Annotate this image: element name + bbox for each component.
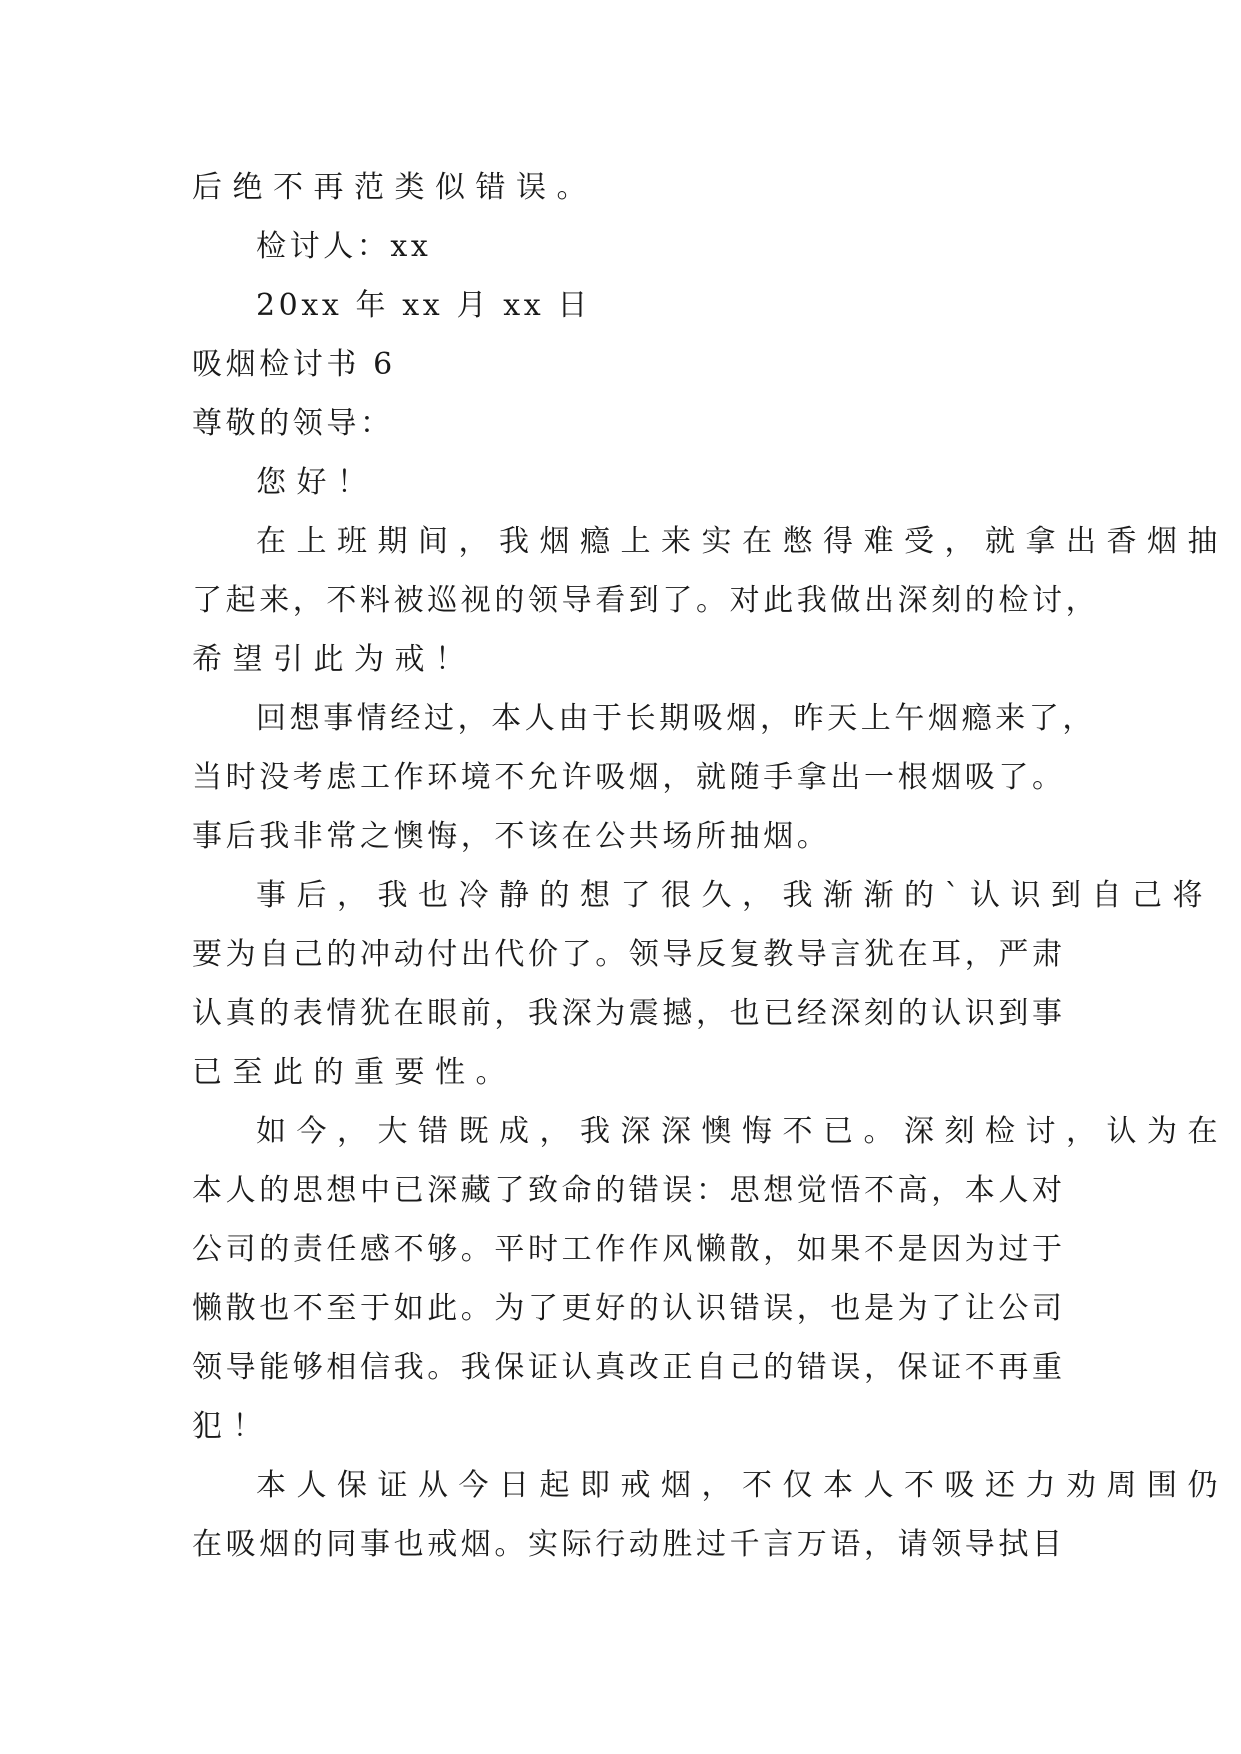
- text-line: 事后我非常之懊悔，不该在公共场所抽烟。: [192, 819, 831, 854]
- text-line: 在上班期间，我烟瘾上来实在憋得难受，就拿出香烟抽: [256, 524, 1228, 559]
- text-line: 希望引此为戒！: [192, 642, 476, 677]
- text-line: 后绝不再范类似错误。: [192, 170, 597, 205]
- salutation: 尊敬的领导：: [192, 406, 394, 441]
- text-line: 公司的责任感不够。平时工作作风懒散，如果不是因为过于: [192, 1232, 1066, 1267]
- text-line: 领导能够相信我。我保证认真改正自己的错误，保证不再重: [192, 1350, 1066, 1385]
- text-line: 当时没考虑工作环境不允许吸烟，就随手拿出一根烟吸了。: [192, 760, 1066, 795]
- text-line: 回想事情经过，本人由于长期吸烟，昨天上午烟瘾来了，: [256, 701, 1096, 736]
- text-line: 懒散也不至于如此。为了更好的认识错误，也是为了让公司: [192, 1291, 1066, 1326]
- text-line: 如今，大错既成，我深深懊悔不已。深刻检讨，认为在: [256, 1114, 1228, 1149]
- date-line: 20xx 年 xx 月 xx 日: [256, 288, 591, 323]
- text-line: 要为自己的冲动付出代价了。领导反复教导言犹在耳，严肃: [192, 937, 1066, 972]
- text-line: 在吸烟的同事也戒烟。实际行动胜过千言万语，请领导拭目: [192, 1527, 1066, 1562]
- text-line: 犯！: [192, 1409, 273, 1444]
- text-line: 本人保证从今日起即戒烟，不仅本人不吸还力劝周围仍: [256, 1468, 1228, 1503]
- text-line: 本人的思想中已深藏了致命的错误：思想觉悟不高，本人对: [192, 1173, 1066, 1208]
- signer-line: 检讨人：xx: [256, 229, 432, 264]
- section-title: 吸烟检讨书 6: [192, 347, 396, 382]
- text-line: 事后，我也冷静的想了很久，我渐渐的`认识到自己将: [256, 878, 1213, 913]
- text-line: 认真的表情犹在眼前，我深为震撼，也已经深刻的认识到事: [192, 996, 1066, 1031]
- text-line: 已至此的重要性。: [192, 1055, 516, 1090]
- document-body: [192, 158, 1228, 1574]
- text-line: 了起来，不料被巡视的领导看到了。对此我做出深刻的检讨，: [192, 583, 1100, 618]
- greeting: 您好！: [256, 465, 378, 500]
